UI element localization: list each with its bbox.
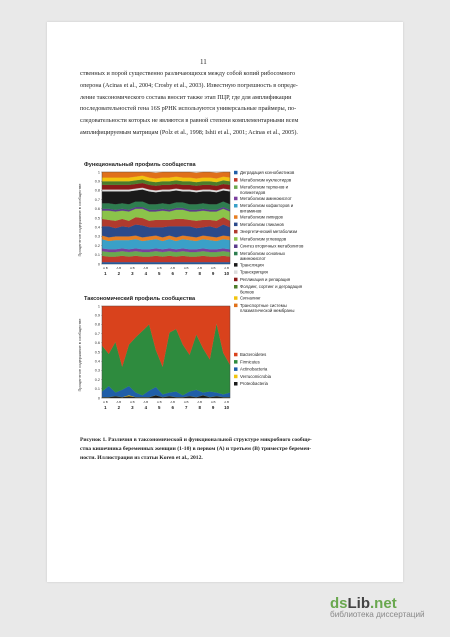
legend-label: Proteobacteria: [240, 381, 268, 387]
x-tick-label: 1: [104, 271, 107, 276]
legend-swatch: [234, 382, 238, 386]
legend-label: Verrucomicrobia: [240, 373, 272, 379]
legend-swatch: [234, 360, 238, 364]
legend-label: Метаболизм основных аминокислот: [240, 251, 286, 262]
paragraph-line: амплифицируемым матрицам (Polz et al., 1998; Ishii et al., 2001; Acinas et al., 2005).: [80, 128, 298, 136]
x-group-ab-label: A B: [183, 266, 189, 270]
legend-swatch: [234, 353, 238, 357]
x-tick-label: 7: [184, 271, 188, 276]
functional-profile-chart: [77, 161, 304, 313]
paragraph-line: последовательностей гена 16S рРНК используются универсальные праймеры, по-: [80, 105, 297, 113]
legend-swatch: [234, 375, 238, 379]
y-tick-label: 0.2: [94, 243, 100, 248]
y-tick-label: 0.8: [94, 188, 100, 193]
legend-label: Actinobacteria: [240, 366, 268, 372]
legend-label: Метаболизм углеводов: [240, 236, 287, 242]
x-tick-label: 8: [198, 405, 201, 410]
y-tick-label: 0.4: [94, 359, 100, 364]
y-tick-label: 0.7: [94, 197, 100, 202]
legend-label: Репликация и репарация: [240, 276, 291, 282]
legend-swatch: [234, 252, 238, 256]
legend-swatch: [234, 296, 238, 300]
body-paragraph: [80, 68, 352, 139]
x-tick-label: 10: [224, 405, 230, 410]
legend-swatch: [234, 204, 238, 208]
legend-label: Метаболизм аминокислот: [240, 195, 292, 201]
y-tick-label: 0.3: [94, 234, 100, 239]
paragraph-line: ление таксономического состава вносит также этап ПЦР, где для амплификации: [80, 93, 292, 101]
area-series-11: [102, 189, 230, 204]
y-tick-label: 0.8: [94, 322, 100, 327]
legend-swatch: [234, 285, 238, 289]
x-group-ab-label: A B: [129, 400, 135, 404]
area-series-0: [102, 262, 230, 264]
page-number: 11: [200, 58, 207, 66]
x-group-ab-label: A B: [210, 266, 216, 270]
y-tick-label: 1: [97, 170, 100, 175]
watermark-subtitle: библиотека диссертаций: [330, 610, 425, 619]
x-group-ab-label: A B: [170, 266, 176, 270]
x-group-ab-label: A B: [156, 400, 162, 404]
y-tick-label: 0.9: [94, 313, 100, 318]
caption-line: ства кишечника беременных женщин (1-10) в первом (А) и третьем (В) триместре беремен-: [80, 446, 312, 452]
legend-swatch: [234, 263, 238, 267]
x-group-ab-label: A B: [129, 266, 135, 270]
chart-ylabel: Процентное содержание в сообществе: [77, 318, 82, 392]
x-tick-label: 8: [198, 271, 201, 276]
y-tick-label: 0.6: [94, 341, 100, 346]
legend-label: Деградация ксенобиотиков: [240, 170, 295, 175]
y-tick-label: 0.2: [94, 377, 100, 382]
legend-swatch: [234, 304, 238, 308]
x-tick-label: 2: [117, 405, 121, 410]
legend-swatch: [234, 270, 238, 274]
legend-swatch: [234, 230, 238, 234]
x-tick-label: 5: [158, 271, 161, 276]
legend-swatch: [234, 197, 238, 201]
x-tick-label: 4: [144, 271, 148, 276]
x-group-ab-label: A B: [210, 400, 216, 404]
x-group-ab-label: A B: [143, 266, 149, 270]
x-group-ab-label: A B: [197, 266, 203, 270]
watermark: [330, 595, 448, 635]
chart-title: Таксономический профиль сообщества: [84, 296, 196, 302]
legend-swatch: [234, 245, 238, 249]
x-group-ab-label: A B: [116, 266, 122, 270]
legend-label: Метаболизм нуклеотидов: [240, 177, 292, 183]
legend-swatch: [234, 185, 238, 189]
x-group-ab-label: A B: [103, 400, 108, 404]
figure-caption: [80, 436, 352, 463]
legend-swatch: [234, 223, 238, 227]
legend-label: Транспортные системы плазматической мембраны: [240, 302, 295, 313]
chart-title: Функциональный профиль сообщества: [84, 162, 196, 168]
x-group-ab-label: A B: [197, 400, 203, 404]
legend-label: Bacteroidetes: [240, 352, 267, 357]
legend-swatch: [234, 367, 238, 371]
x-group-ab-label: A B: [170, 400, 176, 404]
y-tick-label: 0.7: [94, 331, 100, 336]
figure-1: [77, 160, 362, 428]
y-tick-label: 0.4: [94, 225, 100, 230]
legend-swatch: [234, 237, 238, 241]
x-tick-label: 5: [158, 405, 161, 410]
legend-label: Метаболизм кофакторов и витаминов: [240, 203, 294, 214]
legend-swatch: [234, 178, 238, 182]
x-tick-label: 7: [184, 405, 188, 410]
caption-line: ности. Иллюстрация из статьи Koren et al., 2012.: [80, 455, 203, 461]
y-tick-label: 0.1: [94, 253, 100, 258]
x-tick-label: 9: [211, 271, 215, 276]
x-group-ab-label: A B: [156, 266, 162, 270]
legend-label: Фолдинг, сортинг и деградация белков: [240, 284, 303, 295]
y-tick-label: 0: [97, 262, 100, 267]
caption-line: Рисунок 1. Различия в таксономической и функциональной структуре микробного сообще-: [80, 437, 312, 443]
area-series-16: [102, 172, 230, 178]
legend-label: Метаболизм липидов: [240, 214, 283, 220]
legend-label: Firmicutes: [240, 359, 260, 365]
legend-swatch: [234, 278, 238, 282]
y-tick-label: 0.5: [94, 216, 100, 221]
paragraph-line: ственных и порой существенно различающихся между собой копий рибосомного: [80, 70, 296, 77]
x-tick-label: 3: [131, 271, 134, 276]
x-tick-label: 3: [131, 405, 134, 410]
logo-part: Lib: [347, 595, 371, 612]
paragraph-line: следовательности которых не являются в равной степени комплементарными всем: [80, 117, 299, 125]
legend-label: Сигналинг: [240, 295, 261, 301]
x-group-ab-label: A B: [143, 400, 149, 404]
x-group-ab-label: A B: [183, 400, 189, 404]
x-tick-label: 2: [117, 271, 121, 276]
y-tick-label: 0.3: [94, 368, 100, 373]
x-tick-label: 6: [171, 405, 174, 410]
x-tick-label: 4: [144, 405, 148, 410]
x-group-ab-label: A B: [224, 266, 229, 270]
x-tick-label: 6: [171, 271, 174, 276]
area-series-4: [102, 239, 230, 249]
x-group-ab-label: A B: [224, 400, 229, 404]
legend-label: Энергетический метаболизм: [240, 229, 298, 235]
logo-part: .net: [370, 595, 397, 612]
legend-label: Трансляция: [240, 262, 264, 268]
legend-label: Транскрипция: [240, 269, 268, 275]
y-tick-label: 0: [97, 396, 100, 401]
logo-part: ds: [330, 595, 348, 612]
x-group-ab-label: A B: [116, 400, 122, 404]
x-tick-label: 10: [224, 271, 230, 276]
y-tick-label: 1: [97, 304, 100, 309]
y-tick-label: 0.6: [94, 207, 100, 212]
y-tick-label: 0.1: [94, 387, 100, 392]
legend-label: Метаболизм терпенов и поликетидов: [240, 184, 289, 195]
legend-label: Метаболизм гликанов: [240, 221, 284, 227]
legend-swatch: [234, 215, 238, 219]
y-tick-label: 0.5: [94, 350, 100, 355]
legend-label: Синтез вторичных метаболитов: [240, 243, 304, 249]
x-tick-label: 1: [104, 405, 107, 410]
chart-ylabel: Процентное содержание в сообществе: [77, 183, 82, 257]
x-group-ab-label: A B: [103, 266, 108, 270]
y-tick-label: 0.9: [94, 179, 100, 184]
legend-swatch: [234, 171, 238, 175]
x-tick-label: 9: [211, 405, 215, 410]
paragraph-line: оперона (Acinas et al., 2004; Crosby et al., 2003). Известную погрешность в опреде-: [80, 81, 298, 89]
